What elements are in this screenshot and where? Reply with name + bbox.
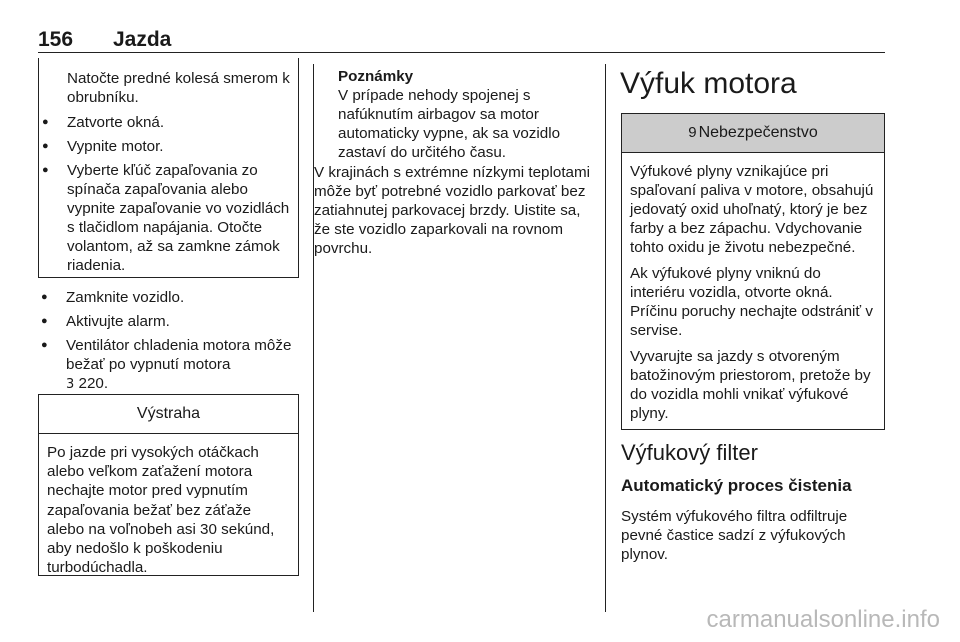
note-text: V prípade nehody spojenej s nafúknutím airbagov sa motor automaticky vypne, ak sa vozidlo zastaví do určitého času. bbox=[338, 87, 561, 161]
note-title: Poznámky bbox=[338, 68, 414, 85]
steps-box bbox=[38, 58, 299, 278]
reference-page: 220. bbox=[78, 375, 109, 392]
note-block bbox=[338, 67, 593, 162]
danger-title bbox=[622, 114, 884, 153]
list-item: ● Aktivujte alarm. bbox=[38, 312, 299, 331]
filter-paragraph: Systém výfukového filtra odfiltruje pevné častice sadzí z výfukových plynov. bbox=[621, 508, 848, 563]
subsubheading: Automatický proces čistenia bbox=[621, 476, 852, 495]
section-title: Jazda bbox=[113, 28, 172, 51]
caution-title: Výstraha bbox=[39, 395, 298, 434]
page-number: 156 bbox=[38, 28, 74, 51]
column-divider-2 bbox=[605, 64, 606, 612]
list-item: ● Zamknite vozidlo. bbox=[38, 288, 299, 307]
danger-paragraph: Ak výfukové plyny vniknú do interiéru vozidla, otvorte okná. Príčinu poruchy nechajte odstrániť v servise. bbox=[630, 265, 873, 339]
danger-paragraph: Vyvarujte sa jazdy s otvoreným batožinovým priestorom, pretože by do vozidla mohli vnikať výfukové plyny. bbox=[630, 348, 871, 422]
caution-box bbox=[38, 394, 299, 576]
list-item: ● Vypnite motor. bbox=[39, 137, 292, 156]
section-heading: Výfuk motora bbox=[620, 67, 797, 100]
steps-box-intro: Natočte predné kolesá smerom k obrubníku. bbox=[67, 70, 290, 106]
parking-paragraph: V krajinách s extrémne nízkymi teplotami môže byť potrebné vozidlo parkovať bez zatiahnutej parkovacej brzdy. Uistite sa, že ste vozidlo zaparkovali na rovnom povrchu. bbox=[314, 164, 591, 257]
danger-box bbox=[621, 113, 885, 430]
arrow-icon: 3 bbox=[66, 377, 75, 392]
warning-triangle-icon: 9 bbox=[688, 124, 697, 141]
watermark: carmanualsonline.info bbox=[706, 606, 940, 633]
list-item: ● Ventilátor chladenia motora môže bežať po vypnutí motora bbox=[38, 336, 299, 374]
danger-title-text: Nebezpečenstvo bbox=[698, 124, 818, 141]
caution-text: Po jazde pri vysokých otáčkach alebo veľkom zaťažení motora nechajte motor pred vypnutím zapaľovania bežať bez záťaže alebo na voľnobeh asi 30 sekúnd, aby nedošlo k poškodeniu turbodúchadla. bbox=[47, 444, 275, 577]
list-item: ● Zatvorte okná. bbox=[39, 113, 292, 132]
column-divider-1 bbox=[313, 64, 314, 612]
steps-list bbox=[38, 288, 299, 394]
page-reference[interactable] bbox=[38, 374, 299, 394]
list-item: ● Vyberte kľúč zapaľovania zo spínača zapaľovania alebo vypnite zapaľovanie vo vozidlách s tlačidlom napájania. Otočte volantom, až sa zamkne zámok riadenia. bbox=[39, 161, 292, 275]
danger-paragraph: Výfukové plyny vznikajúce pri spaľovaní paliva v motore, obsahujú jedovatý oxid uhoľnatý, ktorý je bez farby a bez zápachu. Vdychovanie tohto oxidu je životu nebezpečné. bbox=[630, 163, 874, 256]
header-rule bbox=[38, 52, 885, 53]
subheading: Výfukový filter bbox=[621, 440, 758, 465]
